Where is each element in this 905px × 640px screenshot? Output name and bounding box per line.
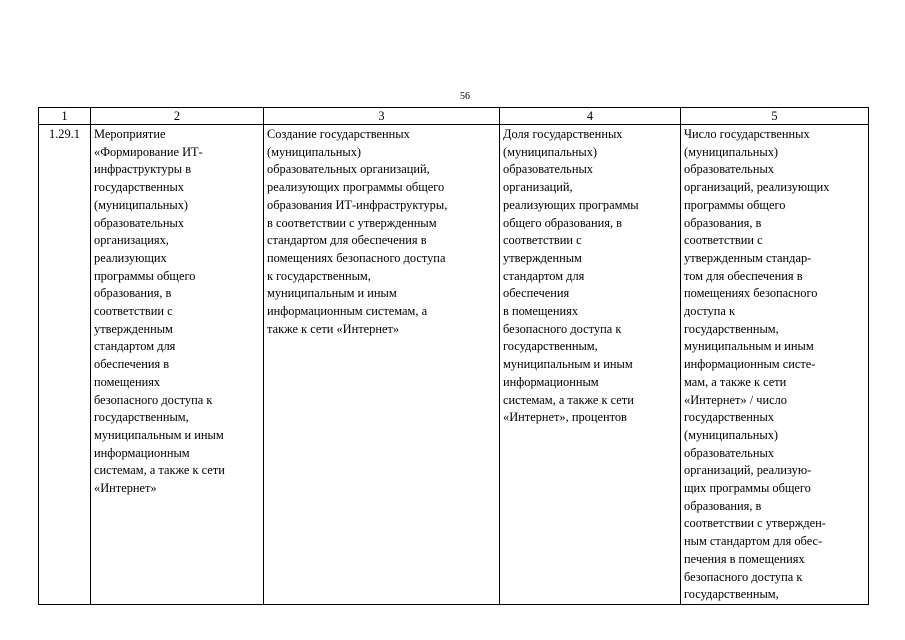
item-number-cell	[39, 125, 91, 605]
column-header-2: 2	[91, 108, 264, 125]
indicator-text: Доля государственных (муниципальных) образовательных организаций, реализующих программы общего образования, в соответствии с утвержденным стандартом для обеспечения в помещениях безопасного доступа к государственным, муниципальным и иным информационным системам, а также к сети «Интернет», процентов	[503, 127, 639, 425]
column-header-1: 1	[39, 108, 91, 125]
table-header-row	[39, 108, 869, 125]
result-cell	[264, 125, 500, 605]
column-header-3: 3	[264, 108, 500, 125]
indicator-cell	[500, 125, 681, 605]
activity-cell	[91, 125, 264, 605]
table-row	[39, 125, 869, 605]
activity-text: Мероприятие «Формирование ИТ- инфраструктуры в государственных (муниципальных) образовательных организациях, реализующих программы общего образования, в соответствии с утвержденным стандартом для обеспечения в помещениях безопасного доступа к государственным, муниципальным и иным информационным системам, а также к сети «Интернет»	[94, 127, 225, 496]
page-number: 56	[460, 91, 470, 102]
item-number: 1.29.1	[49, 127, 80, 141]
indicator-table	[38, 107, 869, 605]
result-text: Создание государственных (муниципальных) образовательных организаций, реализующих программы общего образования ИТ-инфраструктуры, в соответствии с утвержденным стандартом для обеспечения в помещениях безопасного доступа к государственным, муниципальным и иным информационным системам, а также к сети «Интернет»	[267, 127, 448, 336]
formula-cell	[681, 125, 869, 605]
column-header-5: 5	[681, 108, 869, 125]
column-header-4: 4	[500, 108, 681, 125]
formula-text: Число государственных (муниципальных) образовательных организаций, реализующих программы общего образования, в соответствии с утвержденным стандар- том для обеспечения в помещениях безопасного доступа к государственным, муниципальным и иным информационным систе- мам, а также к сети «Интернет» / число государственных (муниципальных) образовательных организаций, реализую- щих программы общего образования, в соответствии с утвержден- ным стандартом для обес- печения в помещениях безопасного доступа к государственным,	[684, 127, 830, 602]
